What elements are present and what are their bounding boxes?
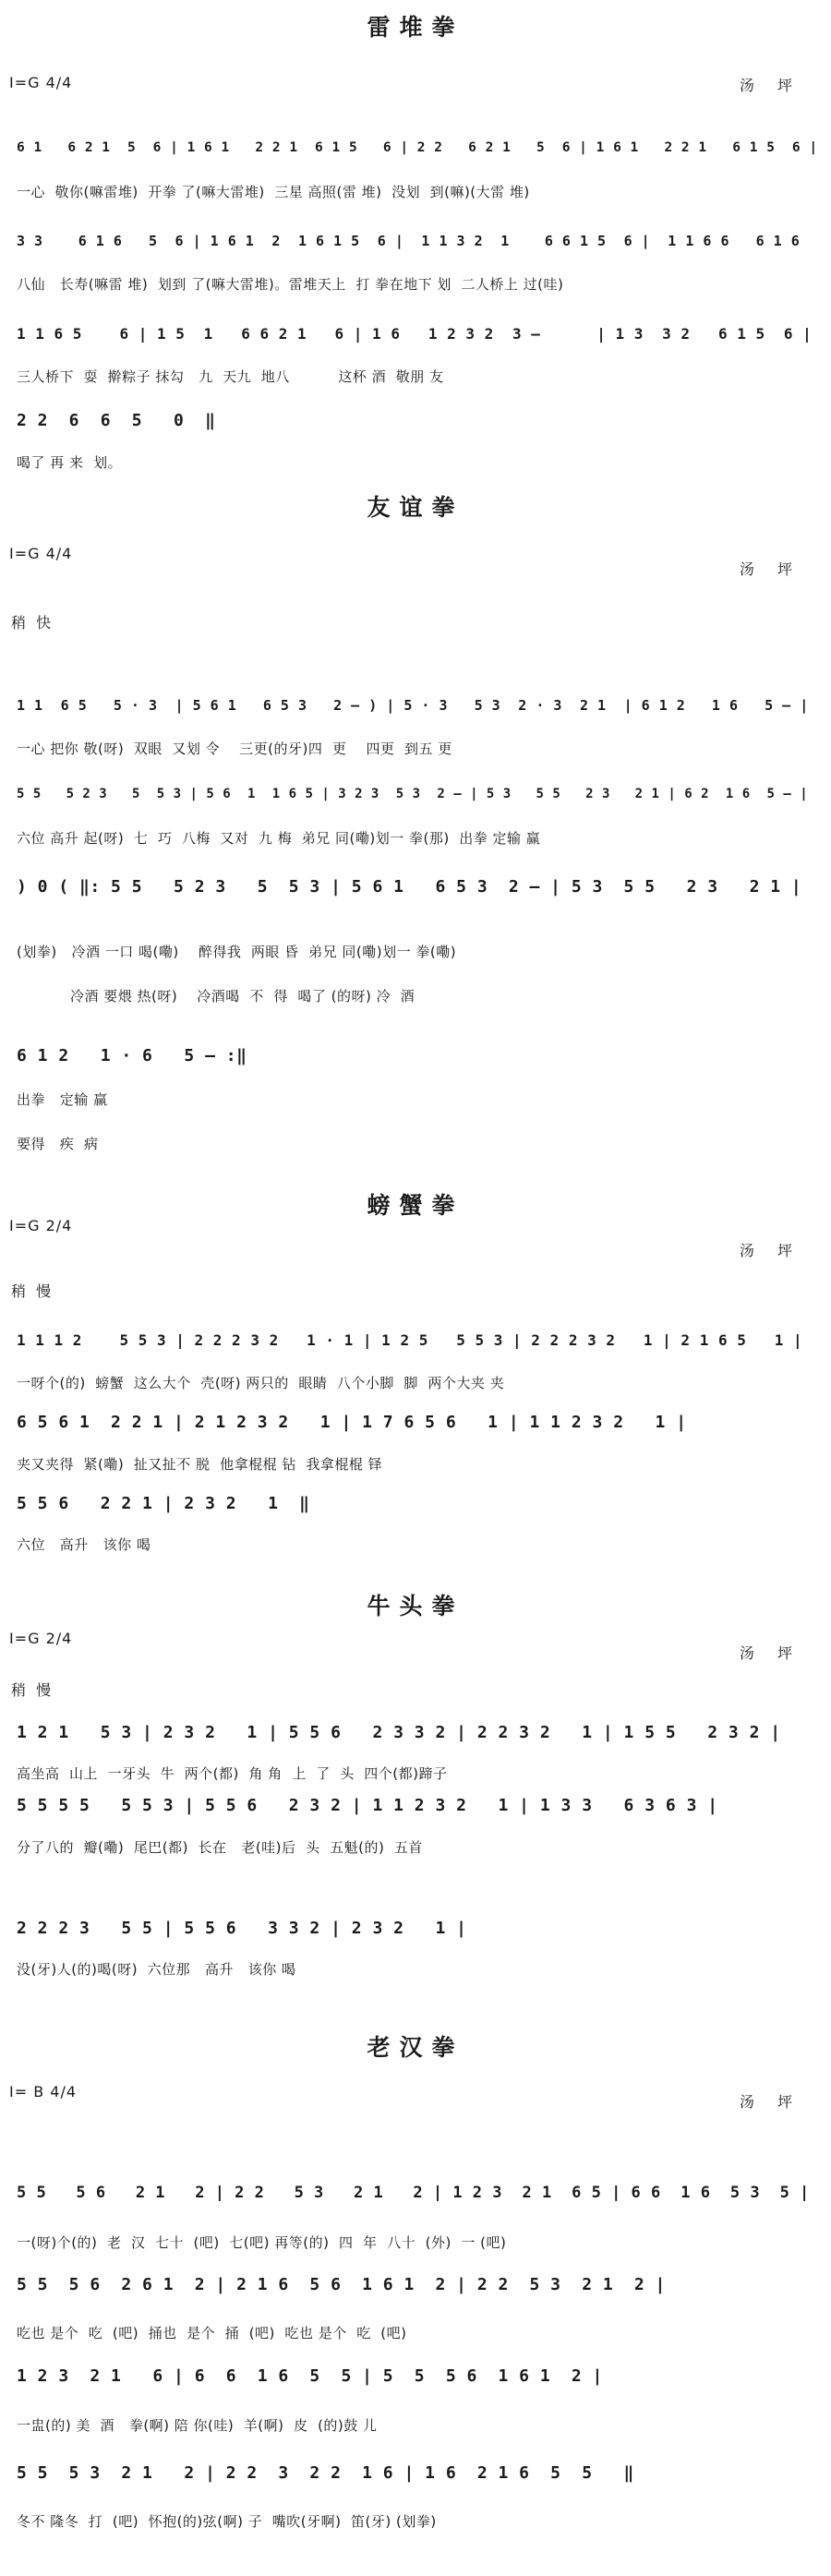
lyric-line: 高坐高 山上 一牙头 牛 两个(都) 角 角 上 了 头 四个(都)蹄子 (17, 1765, 448, 1782)
author: 汤 坪 (739, 1644, 801, 1662)
key-signature: I=G 4/4 (9, 545, 73, 562)
tempo-marking: 稍 快 (11, 614, 54, 632)
lyric-line: 一(呀)个(的) 老 汉 七十 (吧) 七(吧) 再等(的) 四 年 八十 (外) 一 (吧) (17, 2234, 507, 2251)
lyric-line: 六位 高升 起(呀) 七 巧 八梅 又对 九 梅 弟兄 同(嘞)划一 拳(那) 出拳 定输 赢 (17, 830, 541, 847)
notation-line: 1 2 1 5 3 | 2 3 2 1 | 5 5 6 2 3 3 2 | 2 2 3 2 1 | 1 5 5 2 3 2 | (17, 1723, 781, 1742)
notation-line: 2 2 2 3 5 5 | 5 5 6 3 3 2 | 2 3 2 1 | (17, 1919, 467, 1938)
lyric-line: 夹又夹得 紧(嘞) 扯又扯不 脱 他拿棍棍 钻 我拿棍棍 铎 (17, 1456, 383, 1473)
notation-line: 6 1 2 1 · 6 5 — :‖ (17, 1046, 247, 1065)
lyric-line: 六位 高升 该你 喝 (17, 1536, 151, 1553)
lyric-line: 一呀个(的) 螃蟹 这么大个 壳(呀) 两只的 眼睛 八个小脚 脚 两个大夹 夹 (17, 1375, 505, 1391)
lyric-line: 一盅(的) 美 酒 拳(啊) 陪 你(哇) 羊(啊) 皮 (的)鼓 儿 (17, 2417, 378, 2434)
notation-line: 6 1 6 2 1 5 6 | 1 6 1 2 2 1 6 1 5 6 | 2 2 6 2 1 5 6 | 1 6 1 2 2 1 6 1 5 6 | (17, 140, 818, 155)
lyric-line: 分了八的 瓣(嘞) 尾巴(都) 长在 老(哇)后 头 五魁(的) 五首 (17, 1839, 423, 1856)
lyric-line: 八仙 长寿(嘛雷 堆) 划到 了(嘛大雷堆)。雷堆天上 打 拳在地下 划 二人桥上 过(哇) (17, 276, 564, 293)
lyric-line: 一心 把你 敬(呀) 双眼 又划 令 三更(的牙)四 更 四更 到五 更 (17, 740, 452, 757)
lyric-line: 吃也 是个 吃 (吧) 捅也 是个 捅 (吧) 吃也 是个 吃 (吧) (17, 2325, 407, 2341)
tempo-marking: 稍 慢 (11, 1681, 54, 1699)
lyric-line: 一心 敬你(嘛雷堆) 开拳 了(嘛大雷堆) 三星 高照(雷 堆) 没划 到(嘛)(大雷 堆) (17, 184, 530, 200)
author: 汤 坪 (739, 77, 801, 94)
notation-line: 5 5 5 3 2 1 2 | 2 2 3 2 2 1 6 | 1 6 2 1 6 5 5 ‖ (17, 2463, 634, 2483)
notation-line: 6 5 6 1 2 2 1 | 2 1 2 3 2 1 | 1 7 6 5 6 1 | 1 1 2 3 2 1 | (17, 1413, 687, 1432)
notation-line: 5 5 5 6 2 6 1 2 | 2 1 6 5 6 1 6 1 2 | 2 2 5 3 2 1 2 | (17, 2275, 666, 2294)
lyric-line: 冷酒 要煨 热(呀) 冷酒喝 不 得 喝了 (的呀) 冷 酒 (17, 988, 416, 1005)
notation-line: 1 1 6 5 5 · 3 | 5 6 1 6 5 3 2 — ) | 5 · 3 5 3 2 · 3 2 1 | 6 1 2 1 6 5 — | (17, 697, 809, 714)
notation-line: ) 0 ( ‖: 5 5 5 2 3 5 5 3 | 5 6 1 6 5 3 2 — | 5 3 5 5 2 3 2 1 | (17, 877, 802, 897)
author: 汤 坪 (739, 2093, 801, 2111)
key-signature: I=G 2/4 (9, 1217, 73, 1234)
lyric-line: 喝了 再 来 划。 (17, 454, 123, 471)
lyric-line: 冬不 隆冬 打 (吧) 怀抱(的)弦(啊) 子 嘴吹(牙啊) 笛(牙) (划拳) (17, 2513, 437, 2530)
author: 汤 坪 (739, 1242, 801, 1259)
song-title: 螃蟹拳 (367, 1192, 464, 1219)
lyric-line: 没(牙)人(的)喝(呀) 六位那 高升 该你 喝 (17, 1961, 296, 1978)
key-signature: I=G 2/4 (9, 1630, 73, 1647)
key-signature: I= B 4/4 (9, 2083, 78, 2101)
notation-line: 5 5 5 6 2 1 2 | 2 2 5 3 2 1 2 | 1 2 3 2 1 6 5 | 6 6 1 6 5 3 5 | (17, 2184, 810, 2202)
notation-line: 1 1 1 2 5 5 3 | 2 2 2 3 2 1 · 1 | 1 2 5 5 5 3 | 2 2 2 3 2 1 | 2 1 6 5 1 | (17, 1331, 803, 1349)
notation-line: 1 1 6 5 6 | 1 5 1 6 6 2 1 6 | 1 6 1 2 3 2 3 — | 1 3 3 2 6 1 5 6 | (17, 325, 813, 343)
notation-line: 5 5 5 5 5 5 3 | 5 5 6 2 3 2 | 1 1 2 3 2 1 | 1 3 3 6 3 6 3 | (17, 1796, 718, 1815)
song-title: 牛头拳 (367, 1593, 464, 1619)
notation-line: 5 5 5 2 3 5 5 3 | 5 6 1 1 6 5 | 3 2 3 5 3 2 — | 5 3 5 5 2 3 2 1 | 6 2 1 6 5 — | (17, 787, 809, 801)
key-signature: I=G 4/4 (9, 74, 73, 91)
notation-line: 2 2 6 6 5 0 ‖ (17, 411, 216, 430)
song-title: 雷堆拳 (367, 14, 464, 41)
song-title: 老汉拳 (367, 2034, 464, 2061)
tempo-marking: 稍 慢 (11, 1282, 54, 1300)
notation-line: 5 5 6 2 2 1 | 2 3 2 1 ‖ (17, 1494, 310, 1513)
lyric-line: 出拳 定输 赢 (17, 1091, 108, 1108)
notation-line: 1 2 3 2 1 6 | 6 6 1 6 5 5 | 5 5 5 6 1 6 1 2 | (17, 2366, 603, 2386)
notation-line: 3 3 6 1 6 5 6 | 1 6 1 2 1 6 1 5 6 | 1 1 3 2 1 6 6 1 5 6 | 1 1 6 6 6 1 6 (17, 233, 801, 249)
lyric-line: (划拳) 冷酒 一口 喝(嘞) 醉得我 两眼 昏 弟兄 同(嘞)划一 拳(嘞) (17, 944, 457, 960)
author: 汤 坪 (739, 560, 801, 578)
song-title: 友谊拳 (367, 494, 464, 521)
lyric-line: 三人桥下 耍 擀粽子 抹勾 九 天九 地八 这杯 酒 敬朋 友 (17, 368, 444, 385)
lyric-line: 要得 疾 病 (17, 1136, 99, 1152)
